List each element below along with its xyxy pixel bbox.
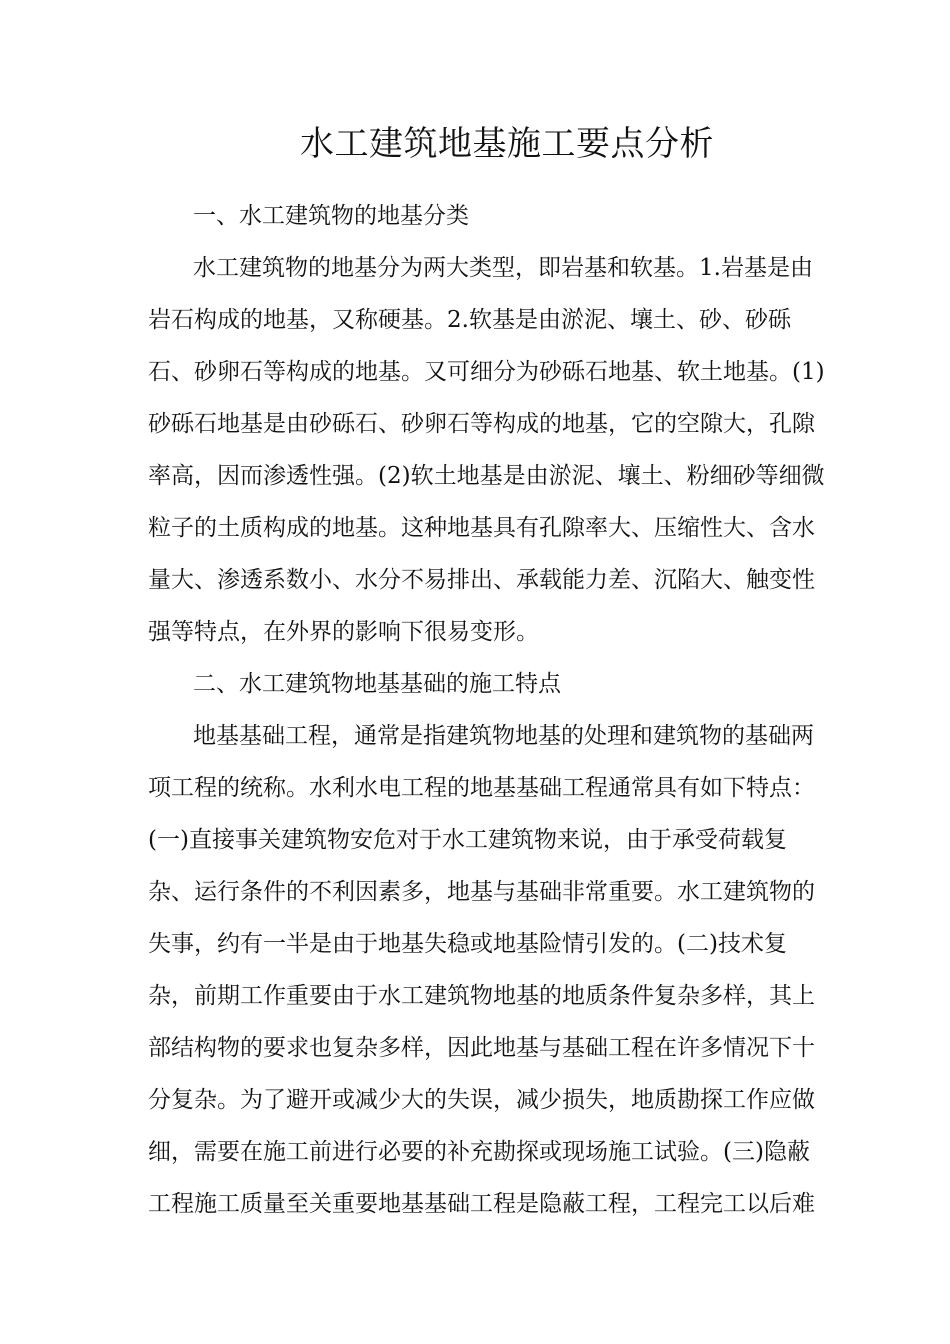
paragraph-line: 强等特点，在外界的影响下很易变形。 [148,619,539,645]
paragraph-line: 工程施工质量至关重要地基基础工程是隐蔽工程，工程完工以后难 [148,1191,815,1217]
paragraph-line: 岩石构成的地基，又称硬基。2.软基是由淤泥、壤土、砂、砂砾 [148,307,791,333]
paragraph-line: 失事，约有一半是由于地基失稳或地基险情引发的。(二)技术复 [148,931,787,957]
document-title: 水工建筑地基施工要点分析 [300,124,714,164]
section-heading-2: 二、水工建筑物地基基础的施工特点 [193,671,561,697]
paragraph-line: 部结构物的要求也复杂多样，因此地基与基础工程在许多情况下十 [148,1035,815,1061]
paragraph-line: 地基基础工程，通常是指建筑物地基的处理和建筑物的基础两 [193,723,814,749]
paragraph-line: 分复杂。为了避开或减少大的失误，减少损失，地质勘探工作应做 [148,1087,815,1113]
paragraph-line: 杂，前期工作重要由于水工建筑物地基的地质条件复杂多样，其上 [148,983,815,1009]
paragraph-line: (一)直接事关建筑物安危对于水工建筑物来说，由于承受荷载复 [148,827,787,853]
paragraph-line: 量大、渗透系数小、水分不易排出、承载能力差、沉陷大、触变性 [148,567,815,593]
paragraph-line: 粒子的土质构成的地基。这种地基具有孔隙率大、压缩性大、含水 [148,515,815,541]
paragraph-line: 细，需要在施工前进行必要的补充勘探或现场施工试验。(三)隐蔽 [148,1139,810,1165]
paragraph-line: 砂砾石地基是由砂砾石、砂卵石等构成的地基，它的空隙大，孔隙 [148,411,815,437]
paragraph-line: 杂、运行条件的不利因素多，地基与基础非常重要。水工建筑物的 [148,879,815,905]
paragraph-line: 石、砂卵石等构成的地基。又可细分为砂砾石地基、软土地基。(1) [148,359,825,385]
paragraph-line: 水工建筑物的地基分为两大类型，即岩基和软基。1.岩基是由 [193,255,813,281]
paragraph-line: 率高，因而渗透性强。(2)软土地基是由淤泥、壤土、粉细砂等细微 [148,463,825,489]
section-heading-1: 一、水工建筑物的地基分类 [193,203,469,229]
paragraph-line: 项工程的统称。水利水电工程的地基基础工程通常具有如下特点： [148,775,815,801]
